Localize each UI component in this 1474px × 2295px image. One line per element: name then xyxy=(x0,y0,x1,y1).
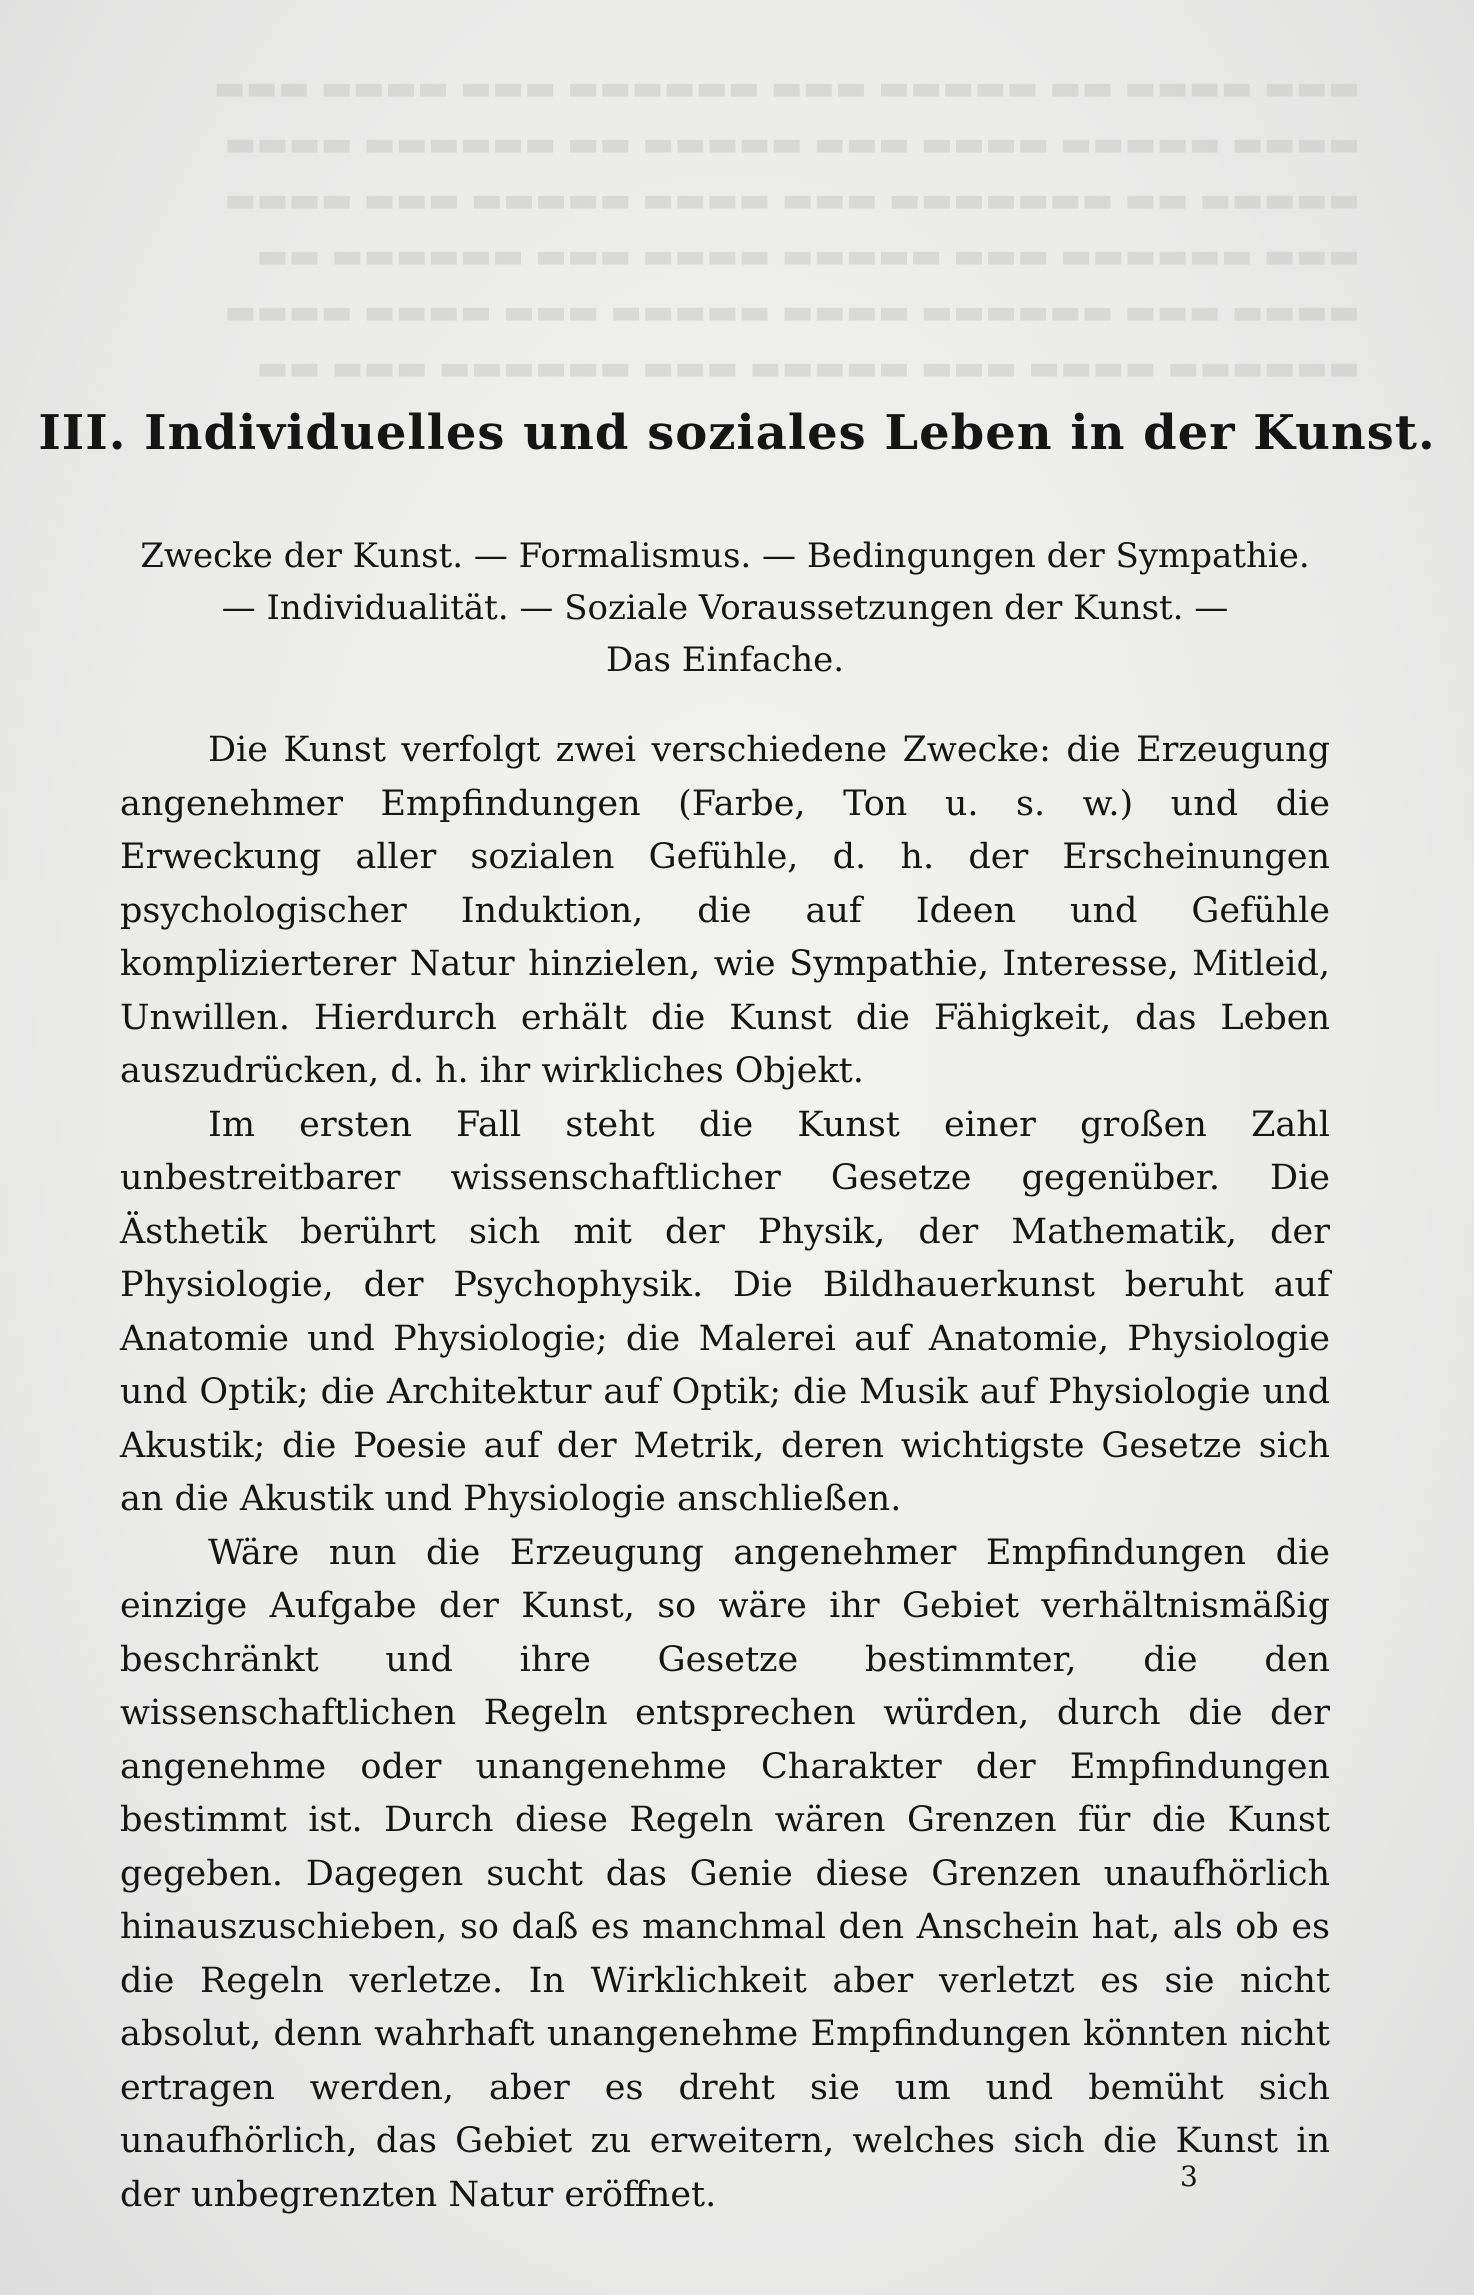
paragraph: Im ersten Fall steht die Kunst einer großen Zahl unbestreitbarer wissenschaftlicher Gesetze gegenüber. Die Ästhetik berührt sich mit der Physik, der Mathematik, der Physiologie, der Psychophysik. Die Bildhauerkunst beruht auf Anatomie und Physiologie; die Malerei auf Anatomie, Physiologie und Optik; die Architektur auf Optik; die Musik auf Physiologie und Akustik; die Poesie auf der Metrik, deren wichtigste Gesetze sich an die Akustik und Physiologie anschließen. xyxy=(120,1104,1330,1519)
chapter-summary xyxy=(120,530,1330,686)
paragraph: Die Kunst verfolgt zwei verschiedene Zwecke: die Erzeugung angenehmer Empfindungen (Farbe, Ton u. s. w.) und die Erweckung aller sozialen Gefühle, d. h. der Erscheinungen psychologischer Induktion, die auf Ideen und Gefühle komplizierterer Natur hinzielen, wie Sympathie, Interesse, Mitleid, Unwillen. Hierdurch erhält die Kunst die Fähigkeit, das Leben auszudrücken, d. h. ihr wirkliches Objekt. xyxy=(120,730,1330,1091)
body-text xyxy=(120,724,1330,2222)
chapter-heading: III. Individuelles und soziales Leben in der Kunst. xyxy=(38,405,1436,461)
paragraph: Wäre nun die Erzeugung angenehmer Empfindungen die einzige Aufgabe der Kunst, so wäre ihr Gebiet verhältnismäßig beschränkt und ihre Gesetze bestimmter, die den wissenschaftlichen Regeln entsprechen würden, durch die der angenehme oder unangenehme Charakter der Empfindungen bestimmt ist. Durch diese Regeln wären Grenzen für die Kunst gegeben. Dagegen sucht das Genie diese Grenzen unaufhörlich hinauszuschieben, so daß es manchmal den Anschein hat, als ob es die Regeln verletze. In Wirklichkeit aber verletzt es sie nicht absolut, denn wahrhaft unangenehme Empfindungen könnten nicht ertragen werden, aber es dreht sie um und bemüht sich unaufhörlich, das Gebiet zu erweitern, welches sich die Kunst in der unbegrenzten Natur eröffnet. xyxy=(120,1532,1330,2215)
page-number: 3 xyxy=(1180,2160,1198,2193)
summary-line: Zwecke der Kunst. — Formalismus. — Bedingungen der Sympathie. xyxy=(140,536,1310,576)
summary-line: Das Einfache. xyxy=(605,640,845,680)
show-through-texture: ▬▬▬ ▬▬▬▬ ▬▬ ▬▬▬▬▬ ▬▬▬ ▬▬▬▬▬▬ ▬▬▬ ▬▬▬▬ ▬▬▬ ▬▬▬▬ ▬▬▬▬▬ ▬▬▬▬ ▬▬▬ ▬▬▬▬▬ ▬▬ ▬▬▬▬▬▬ ▬▬▬▬ ▬▬▬▬▬ ▬▬ ▬▬▬▬▬▬▬ ▬▬▬ ▬▬▬▬ ▬▬▬▬▬ ▬▬▬ ▬▬▬▬ ▬▬▬ ▬▬▬▬▬▬ ▬▬▬ ▬▬▬▬▬ ▬▬▬▬ ▬▬▬ ▬▬▬▬▬▬ ▬▬ ▬▬▬▬ ▬▬▬ ▬▬▬▬▬▬ ▬▬▬▬ ▬▬▬▬▬ ▬▬▬ ▬▬▬▬ ▬▬▬▬ ▬▬▬▬▬▬ ▬▬▬▬ ▬▬▬ ▬▬▬▬▬ ▬▬▬ ▬▬▬▬▬▬ ▬▬▬ ▬▬ xyxy=(213,68,1360,388)
summary-line: — Individualität. — Soziale Voraussetzungen der Kunst. — xyxy=(221,588,1229,628)
